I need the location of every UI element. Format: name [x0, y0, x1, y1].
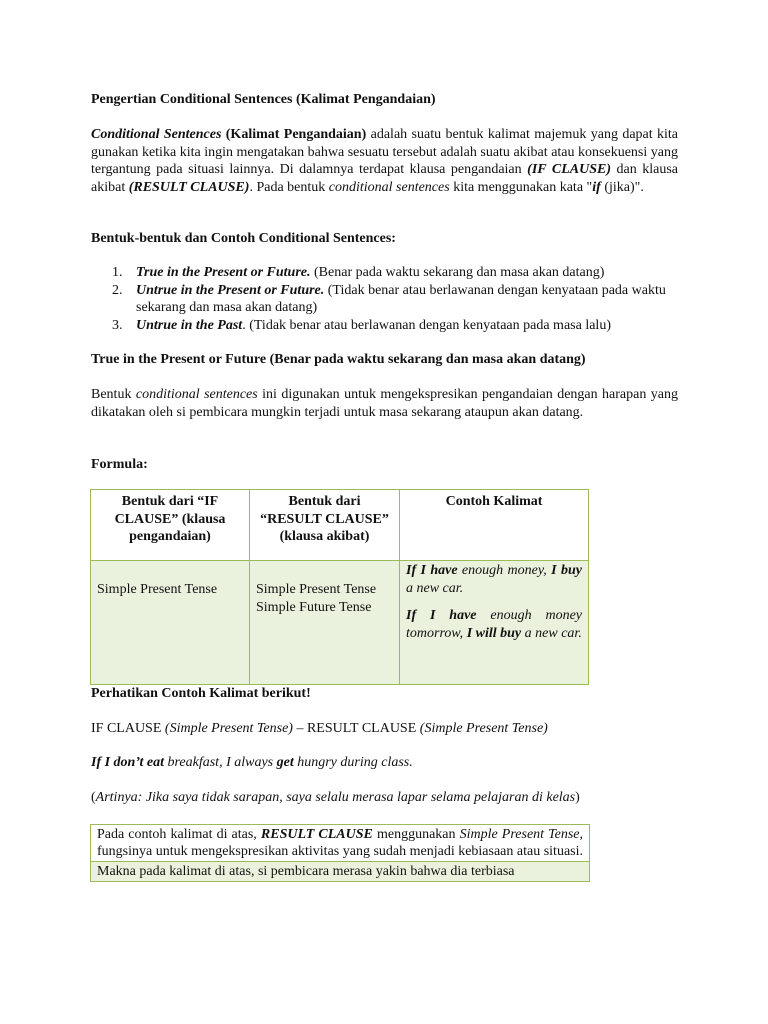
list-desc: . (Tidak benar atau berlawanan dengan kenyataan pada masa lalu)	[242, 317, 611, 333]
note-c: menggunakan	[372, 827, 460, 842]
sentence-d: hungry during class.	[293, 755, 413, 770]
ex2-c: enough money tomorrow,	[406, 608, 582, 641]
list-term: True in the Present or Future.	[136, 265, 311, 280]
pattern-c: – RESULT CLAUSE	[292, 721, 420, 736]
formula-table	[90, 489, 589, 685]
note-cell	[91, 825, 589, 861]
table-header-row	[91, 490, 589, 561]
ex1-b: have	[430, 563, 458, 578]
section-heading: True in the Present or Future (Benar pada waktu sekarang dan masa akan datang)	[91, 352, 586, 367]
intro-text-5: (jika)".	[600, 179, 644, 195]
forms-heading: Bentuk-bentuk dan Contoh Conditional Sentences:	[91, 231, 396, 246]
list-item	[91, 282, 678, 317]
table-header-cell: Bentuk dari “RESULT CLAUSE” (klausa akibat)	[250, 490, 400, 561]
intro-text-2: dan klausa akibat	[91, 162, 679, 195]
intro-text-3: . Pada bentuk	[249, 179, 329, 195]
note-cell-2: Makna pada kalimat di atas, si pembicara merasa yakin bahwa dia terbiasa	[91, 861, 589, 881]
section-text-post: ini digunakan untuk mengekspresikan pengandaian dengan harapan yang dikatakan oleh si pembicara mungkin terjadi untuk masa sekarang ataupun akan datang.	[91, 387, 678, 420]
intro-if-word: if	[592, 179, 601, 195]
forms-list	[91, 264, 678, 334]
result-form: Simple Future Tense	[256, 599, 372, 615]
list-number: 2.	[112, 282, 123, 298]
ex1-c: enough money,	[457, 563, 552, 578]
list-number: 3.	[112, 317, 123, 333]
ex2-b: have	[449, 608, 477, 623]
ex2-d: I will buy	[466, 625, 522, 641]
section-text-pre: Bentuk	[91, 387, 136, 402]
intro-paragraph	[91, 126, 678, 196]
note-d: Simple Present Tense	[459, 827, 580, 842]
list-term: Untrue in the Past	[136, 317, 243, 333]
formula-label: Formula:	[91, 457, 148, 472]
note-box	[90, 824, 590, 882]
ex1-e: a new car.	[406, 580, 464, 596]
table-header-cell: Bentuk dari “IF CLAUSE” (klausa pengandaian)	[91, 490, 250, 561]
page-title: Pengertian Conditional Sentences (Kalimat Pengandaian)	[91, 92, 436, 107]
example-sentence-2	[406, 607, 582, 642]
intro-if-clause: (IF CLAUSE)	[527, 162, 611, 177]
translation-open: (	[91, 790, 96, 805]
list-item	[91, 264, 678, 282]
note-e: , fungsinya untuk mengekspresikan aktivitas yang sudah menjadi kebiasaan atau situasi.	[97, 827, 584, 859]
intro-text-1: adalah suatu bentuk kalimat majemuk yang dapat kita gunakan ketika kita ingin mengatakan bahwa sesuatu tersebut adalah suatu akibat atau konsekuensi yang tergantung pada situasi lainnya. Di dalamnya terdapat klausa pengandaian	[91, 127, 679, 177]
list-desc: (Tidak benar atau berlawanan dengan kenyataan pada waktu sekarang dan masa akan datang)	[136, 282, 666, 315]
example-sentence-1	[406, 562, 582, 597]
note-b: RESULT CLAUSE	[260, 827, 373, 842]
intro-term-translation: (Kalimat Pengandaian)	[225, 127, 367, 142]
section-cond: conditional sentences	[135, 387, 258, 402]
translation-text: Artinya: Jika saya tidak sarapan, saya selalu merasa lapar selama pelajaran di kelas	[95, 790, 576, 805]
pattern-b: (Simple Present Tense)	[164, 721, 293, 736]
intro-text-4: kita menggunakan kata "	[449, 179, 593, 195]
example-heading: Perhatikan Contoh Kalimat berikut!	[91, 686, 311, 701]
translation-line	[91, 789, 678, 807]
sentence-a: If I don’t eat	[91, 755, 164, 770]
pattern-d: (Simple Present Tense)	[419, 721, 548, 736]
ex1-a: If I	[406, 563, 431, 578]
example-sentence	[91, 754, 678, 772]
table-cell-if-form: Simple Present Tense	[91, 561, 250, 685]
ex1-d: I buy	[551, 563, 583, 578]
intro-result-clause: (RESULT CLAUSE)	[128, 179, 250, 195]
list-number: 1.	[112, 265, 123, 280]
sentence-c: get	[276, 755, 294, 770]
section-paragraph	[91, 386, 678, 421]
pattern-a: IF CLAUSE	[91, 721, 165, 736]
table-header-cell: Contoh Kalimat	[400, 490, 589, 561]
result-form: Simple Present Tense	[256, 582, 377, 597]
intro-term: Conditional Sentences	[91, 127, 222, 142]
list-desc: (Benar pada waktu sekarang dan masa akan datang)	[310, 265, 605, 280]
note-a: Pada contoh kalimat di atas,	[97, 827, 261, 842]
table-row	[91, 561, 589, 685]
ex2-a: If I	[406, 608, 450, 623]
sentence-b: breakfast, I always	[163, 755, 277, 770]
pattern-line	[91, 720, 678, 738]
table-cell-result-forms	[250, 561, 400, 685]
list-item	[91, 317, 678, 335]
intro-cond: conditional sentences	[328, 179, 450, 195]
ex2-e: a new car.	[521, 625, 582, 641]
list-term: Untrue in the Present or Future.	[136, 282, 325, 298]
translation-close: )	[575, 790, 580, 805]
table-cell-examples	[400, 561, 589, 685]
